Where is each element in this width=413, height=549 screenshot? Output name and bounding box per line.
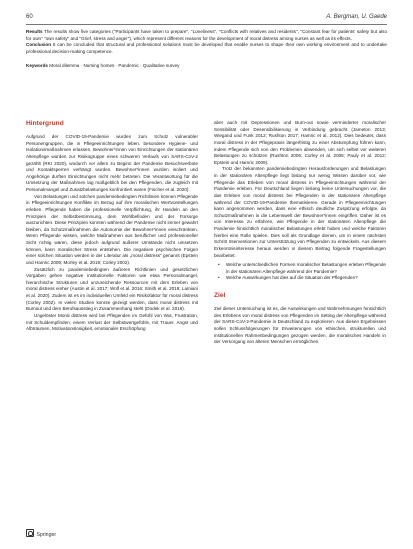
page-header — [26, 14, 387, 23]
left-paragraph-2: Von Belastungen und solchen pandemiebedingten Richtlinien können Pflegende in Pflegeeinrichtungen Konflikte im Bezug auf ihre moralischen Wertvorstellungen erleben. Pflegende haben die professionelle Verpflichtung, ihr Handeln an den Prinzipien der Selbstbestimmung, dem Wohlbefinden und der Fürsorge auszurichten. Diese Prinzipien konnten während der Pandemie nicht immer gewahrt bleiben, da Schutzmaßnahmen die Autonomie der Bewohner*innen einschränkten. Wenn Pflegende wissen, welche Maßnahmen aus beruflicher und professioneller Sicht richtig wären, diese jedoch aufgrund äußerer Umstände nicht umsetzen können, kann moralischer Stress entstehen. Die negativen psychischen Folgen einer solchen Situation werden in der Literatur als „moral distress“ genannt (Epstein und Hamric 2009; Morley et al. 2019; Corley 2002). — [26, 193, 198, 265]
abstract-conclusion — [26, 42, 387, 55]
right-paragraph-2: Trotz der bekannten pandemiebedingten Herausforderungen und Belastungen in der stationären Altenpflege liegt bislang nur wenig Wissen darüber vor, wie Pflegende das Erleben von moral distress in Pflegeeinrichtungen während der Pandemie erleben. Für Deutschland liegen bislang keine Untersuchungen vor, die das Erleben von moral distress bei Pflegenden in der stationären Altenpflege während der COVID-19-Pandemie thematisieren. Gerade in Pflegeeinrichtungen kann angenommen werden, dass eine ethisch deutliche Zuspitzung erfolgte, da Schutzmaßnahmen in die Lebenswelt der Bewohner*innen eingriffen. Daher ist es von Interesse zu erfahren, wie Pflegende in der stationären Altenpflege die Pandemie hinsichtlich moralischer Belastungen erlebt haben und welche Faktoren hierbei eine Rolle spielen. Dies soll als Grundlage dienen, um in einem nächsten Schritt Interventionen zur Unterstützung von Pflegenden zu entwickeln. Aus diesem Erkenntnisinteresse heraus werden in diesem Beitrag folgende Fragestellungen bearbeitet: — [214, 166, 386, 258]
springer-horse-icon — [26, 529, 34, 537]
section-heading-goal: Ziel — [214, 292, 226, 299]
results-label: Results — [26, 29, 43, 34]
results-text: The results show five categories ("Participants have taken to prepare", "Loneliness", "Conflicts with relatives and residents", "Constant fear for patients' safety but also for own" "own safety" and "Grief, stress and anger"), which represent different reasons for the development of moral distress among nurses as well as its effects. — [26, 29, 387, 41]
right-paragraph-1: aber auch mit Depressionen und Burn-out sowie verminderter moralischer Sensibilität oder Desensibilisierung in Verbindung gebracht (Jameton 2013; Wiegand und Funk 2012; Rushton 2017; Hamric et al. 2012). Dies bedeutet, dass moral distress in der Pflegepraxis längerfristig zu einer Abstumpfung führen kann, indem Pflegende sich von den Problemen abwenden, um sich selbst vor weiteren Belastungen zu schützen (Rushton 2006; Corley et al. 2005; Pauly et al. 2012; Epstein und Hamric 2009). — [214, 120, 386, 165]
research-question-item: • Welche Auswirkungen hat dies auf die Situation der Pflegenden? — [222, 275, 386, 282]
research-question-item: • Welche unterschiedlichen Formen moralischer Belastungen erleben Pflegende in der stationären Altenpflege während der Pandemie? — [222, 262, 386, 275]
abstract-block — [26, 29, 387, 70]
research-questions-list — [214, 262, 386, 282]
publisher-name: Springer — [36, 532, 57, 538]
page-footer — [26, 529, 56, 538]
keywords-text: Moral dilemma · Nursing homes · Pandemic · Qualitative survey — [47, 63, 180, 69]
left-column — [26, 120, 198, 333]
goal-paragraph: Ziel dieser Untersuchung ist es, die Auswirkungen und Wahrnehmungen hinsichtlich des Erlebens von moral distress von Pflegenden im Setting der Altenpflege während der SARS-CoV-2-Pandemie in Deutschland zu explorieren. Aus diesen Ergebnissen sollen Schlussfolgerungen für Erweiterungen von ethischen, strukturellen und institutionellen Rahmenbedingungen gezogen werden, die moralisches Handeln in der Versorgung von älteren Menschen ermöglichen. — [214, 306, 386, 345]
section-heading-background: Hintergrund — [26, 120, 64, 127]
conclusion-label: Conclusion — [26, 42, 52, 48]
header-rule — [26, 24, 387, 25]
left-paragraph-3: Zusätzlich zu pandemiebedingten äußeren Richtlinien und gesetzlichen Vorgaben gehen negative institutionelle Faktoren wie etwa Personalmangel, hierarchische Strukturen und unzureichende Ressourcen mit dem Erleben von moral distress einher (Austin et al. 2017; Wolf et al. 2016; Smith et al. 2019; Lamiani et al. 2020). Zudem ist es im individuellen Umfeld ein Risikofaktor für moral distress (Corley 2002). In vielen Studien konnte gezeigt werden, dass moral distress mit Burnout und dem Berufsausstieg in Zusammenhang steht (Dodek et al. 2016). — [26, 266, 198, 312]
running-head: A. Bergman, U. Gaede — [326, 14, 387, 20]
left-paragraph-1: Aufgrund der COVID-19-Pandemie wurden zum Schutz vulnerabler Personengruppen, die in Pflegeeinrichtungen leben, besondere Hygiene- und Isolationsmaßnahmen erlassen. Bewohner*innen von Einrichtungen der stationären Altenpflege wurden zur Risikogruppe eines schweren Verlaufs von SARS-CoV-2 gezählt (RKI 2020), wodurch vor allem zu Beginn der Pandemie Besuchsverbote und Kontaktsperren verhängt wurden. Bewohner*innen wurden isoliert und Angehörige durften Einrichtungen nicht mehr betreten. Die Verantwortung für die Umsetzung der Maßnahmen lag maßgeblich bei den Pflegenden, die zugleich mit Personalmangel und Zusatzbelastungen konfrontiert waren (Fischer et al. 2020). — [26, 134, 198, 192]
keywords-label: Keywords — [26, 63, 48, 69]
right-column — [214, 120, 386, 346]
keywords-line — [26, 63, 387, 70]
abstract-results — [26, 29, 387, 42]
page-number: 60 — [26, 14, 33, 20]
left-paragraph-4: Ungelöster Moral distress wird bei Pflegenden im Gefühl von Wut, Frustration, mit Schuldempfinden, einem Verlust der Selbstwertgefühls, mit Trauer, Angst und Albträumen, Motivationslosigkeit, emotionaler Erschöpfung — [26, 312, 198, 332]
conclusion-text: It can be concluded that structural and professional solutions must be developed that enable nurses to shape their own working environment and to undertake professional decision-making competence. — [26, 42, 387, 54]
